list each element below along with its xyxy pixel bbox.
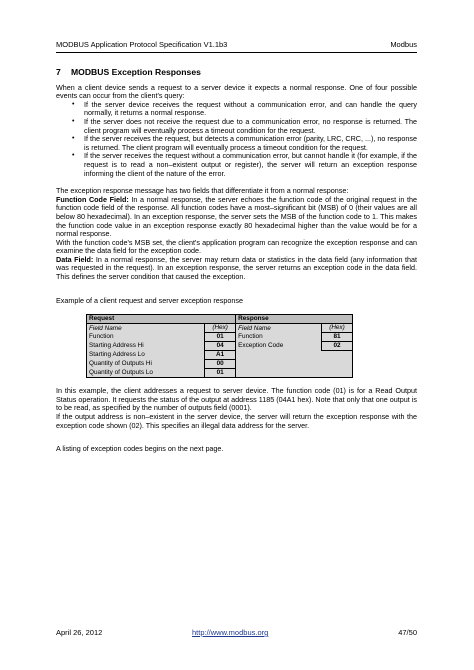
response-header: Response — [236, 315, 353, 324]
section-number: 7 — [56, 67, 61, 77]
example-table — [86, 314, 353, 378]
response-hex-header: (Hex) — [322, 324, 353, 333]
fields-intro: The exception response message has two fields that differentiate it from a normal response: — [56, 186, 349, 196]
data-field-text: In a normal response, the server may return data or statistics in the data field (any information that was requested in the request). In an exception response, the server returns an exception code in the data field. This defines the server condition that caused the exception. — [56, 254, 417, 282]
request-field: Starting Address Lo — [89, 351, 145, 359]
document-title: MODBUS Application Protocol Specification V1.1b3 — [56, 40, 228, 49]
page-number: 47/50 — [398, 628, 417, 637]
request-value: 01 — [205, 369, 236, 378]
response-value: 02 — [322, 342, 353, 351]
table-row — [87, 360, 353, 369]
request-value: 00 — [205, 360, 236, 369]
table-row — [87, 369, 353, 378]
msb-paragraph: With the function code's MSB set, the client's application program can recognize the exception response and can examine the data field for the exception code. — [56, 237, 417, 256]
function-code-label: Function Code Field: — [56, 194, 129, 204]
nonexistent-paragraph: If the output address is non–existent in the server device, the server will return the exception response with the exception code shown (02). This specifies an illegal data address for the server. — [56, 412, 417, 430]
function-code-paragraph — [56, 196, 417, 239]
request-field: Quantity of Outputs Hi — [89, 360, 152, 368]
request-field: Starting Address Hi — [89, 342, 144, 350]
request-field: Quantity of Outputs Lo — [89, 369, 153, 376]
response-value: 81 — [322, 333, 353, 342]
request-value: 01 — [205, 333, 236, 342]
footer-url-link[interactable]: http://www.modbus.org — [192, 628, 269, 637]
request-hex-header: (Hex) — [205, 324, 236, 333]
data-field-paragraph — [56, 256, 417, 282]
table-row — [87, 342, 353, 351]
footer-date: April 26, 2012 — [56, 628, 103, 637]
request-field: Function — [89, 333, 114, 341]
response-field: Exception Code — [236, 342, 322, 351]
list-item: • If the server receives the request without a communication error, but cannot handle it (for example, if the request is to read a non–existent output or register), the server will return an exception response informing the client of the nature of the error. — [84, 152, 417, 178]
data-field-label: Data Field: — [56, 254, 94, 264]
intro-paragraph: When a client device sends a request to a server device it expects a normal response. One of four possible events can occur from the client's query: — [56, 82, 417, 101]
page-header — [56, 38, 417, 53]
list-item: • If the server does not receive the request due to a communication error, no response is returned. The client program will eventually process a timeout condition for the request. — [84, 118, 417, 135]
request-value: 04 — [205, 342, 236, 351]
list-item: • If the server receives the request, but detects a communication error (parity, LRC, CRC, ...), no response is returned. The client program will eventually process a timeout condition for the request. — [84, 135, 417, 152]
request-value: A1 — [205, 351, 236, 360]
listing-paragraph: A listing of exception codes begins on the next page. — [56, 444, 224, 454]
function-code-text: In a normal response, the server echoes the function code of the original request in the function code field of the response. All function codes have a most–significant bit (MSB) of 0 (their values are all below 80 hexadecimal). In an exception response, the server sets the MSB of the function code to 1. This makes the function code value in an exception response exactly 80 hexadecimal higher than the value would be for a normal response. — [56, 194, 418, 239]
section-title: MODBUS Exception Responses — [71, 67, 201, 77]
table-row — [87, 333, 353, 342]
table-row — [87, 351, 353, 360]
response-field: Function — [236, 333, 322, 342]
brand-name: Modbus — [390, 40, 417, 49]
page-content — [56, 68, 417, 454]
events-list — [56, 101, 417, 178]
section-heading — [56, 68, 417, 77]
list-item: • If the server device receives the request without a communication error, and can handle the query normally, it returns a normal response. — [84, 101, 417, 118]
response-field-name-header: Field Name — [236, 324, 322, 333]
example-paragraph: In this example, the client addresses a request to server device. The function code (01) is for a Read Output Status operation. It requests the status of the output at address 1185 (04A1 hex). Note that only that one output is to be read, as specified by the number of outputs field (0001). — [56, 386, 417, 413]
request-header: Request — [87, 315, 236, 324]
request-field-name-header: Field Name — [89, 324, 122, 332]
example-intro: Example of a client request and server exception response — [56, 295, 243, 305]
